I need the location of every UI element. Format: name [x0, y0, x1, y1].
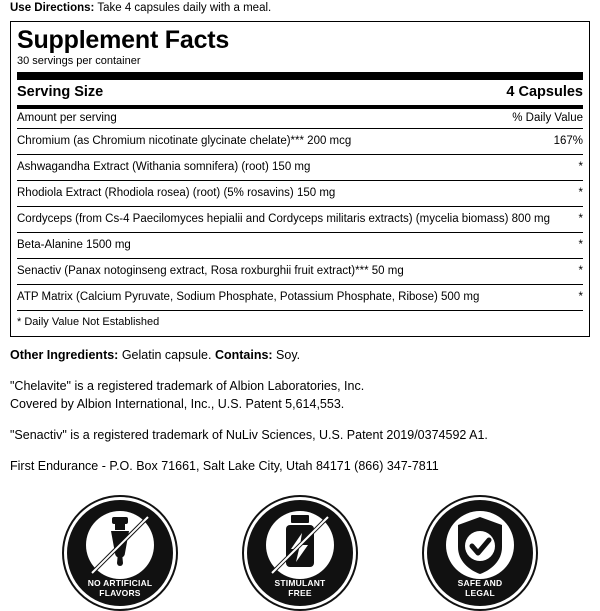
ingredient-daily-value: * — [578, 265, 583, 277]
ingredient-daily-value: * — [578, 239, 583, 251]
senactiv-trademark-notice — [10, 426, 590, 457]
badge-label — [422, 579, 538, 598]
badge-label-line-1: STIMULANT — [274, 578, 326, 588]
table-row — [17, 258, 583, 284]
senactiv-line: "Senactiv" is a registered trademark of NuLiv Sciences, U.S. Patent 2019/0374592 A1. — [10, 428, 488, 442]
table-row — [17, 206, 583, 232]
ingredient-name: Chromium (as Chromium nicotinate glycinate chelate)*** 200 mcg — [17, 135, 352, 147]
chelavite-trademark-notice — [10, 377, 590, 426]
contains-text: Soy. — [272, 348, 301, 362]
amount-per-serving-label: Amount per serving — [17, 112, 117, 124]
ingredient-name: Ashwagandha Extract (Withania somnifera) (root) 150 mg — [17, 161, 311, 173]
supplement-facts-title: Supplement Facts — [17, 26, 230, 54]
badge-label — [242, 579, 358, 598]
badge-label-line-2: FLAVORS — [99, 587, 141, 598]
ingredient-name: Cordyceps (from Cs-4 Paecilomyces hepialii and Cordyceps militaris extracts) (mycelia biomass) 800 mg — [17, 213, 551, 225]
badge-label-line-2: FREE — [288, 587, 312, 598]
table-row — [17, 180, 583, 206]
use-directions — [10, 0, 590, 21]
daily-value-label: % Daily Value — [512, 112, 583, 124]
ingredient-daily-value: * — [578, 187, 583, 199]
badge-safe-and-legal — [422, 495, 538, 611]
ingredient-daily-value: * — [578, 291, 583, 303]
badge-label — [62, 579, 178, 598]
servings-per-container: 30 servings per container — [17, 55, 141, 67]
contains-label: Contains: — [214, 348, 273, 362]
other-ingredients-label: Other Ingredients: — [10, 348, 119, 362]
badge-label-line-2: LEGAL — [465, 587, 495, 598]
ingredient-daily-value: * — [578, 213, 583, 225]
badge-no-artificial-flavors — [62, 495, 178, 611]
serving-size-value: 4 Capsules — [506, 84, 583, 100]
badge-label-line-1: SAFE AND — [457, 578, 503, 588]
daily-value-footnote: * Daily Value Not Established — [17, 310, 583, 333]
supplement-facts-panel — [10, 21, 590, 337]
badge-label-line-1: NO ARTIFICIAL — [87, 578, 153, 588]
ingredient-daily-value: * — [578, 161, 583, 173]
serving-size-row — [17, 80, 583, 105]
company-address: First Endurance - P.O. Box 71661, Salt Lake City, Utah 84171 (866) 347-7811 — [10, 459, 439, 473]
ingredient-name: Senactiv (Panax notoginseng extract, Rosa roxburghii fruit extract)*** 50 mg — [17, 265, 404, 277]
serving-size-label: Serving Size — [17, 84, 104, 100]
badge-stimulant-free — [242, 495, 358, 611]
table-row — [17, 284, 583, 310]
use-directions-label: Use Directions: — [10, 2, 95, 14]
table-row — [17, 128, 583, 154]
table-row — [17, 232, 583, 258]
amount-per-serving-row — [17, 109, 583, 128]
chelavite-line-1: "Chelavite" is a registered trademark of Albion Laboratories, Inc. — [10, 379, 365, 393]
use-directions-text: Take 4 capsules daily with a meal. — [94, 2, 272, 14]
label-text-section — [10, 337, 590, 479]
ingredient-name: Rhodiola Extract (Rhodiola rosea) (root) (5% rosavins) 150 mg — [17, 187, 336, 199]
table-row — [17, 154, 583, 180]
badge-row — [10, 479, 590, 611]
ingredient-name: ATP Matrix (Calcium Pyruvate, Sodium Phosphate, Potassium Phosphate, Ribose) 500 mg — [17, 291, 480, 303]
ingredient-name: Beta-Alanine 1500 mg — [17, 239, 131, 251]
ingredient-daily-value: 167% — [553, 135, 583, 147]
other-ingredients-text: Gelatin capsule. — [118, 348, 215, 362]
other-ingredients — [10, 347, 590, 377]
divider-thick — [17, 72, 583, 80]
chelavite-line-2: Covered by Albion International, Inc., U.S. Patent 5,614,553. — [10, 397, 345, 411]
